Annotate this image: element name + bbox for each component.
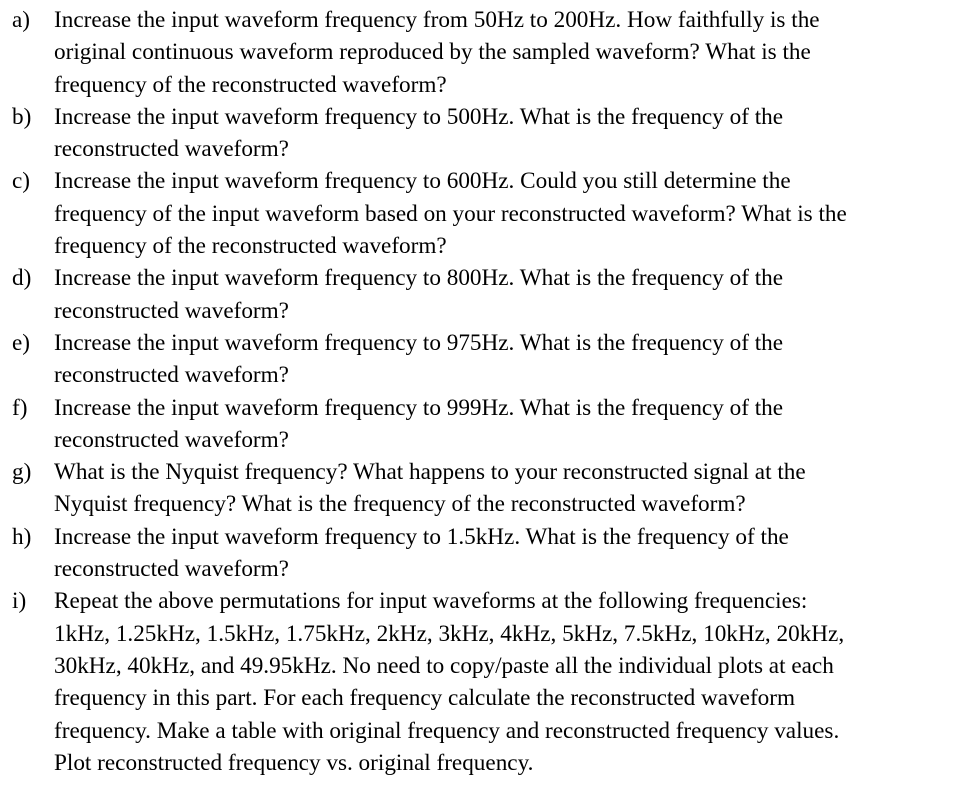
question-c [12,165,966,262]
question-e [12,327,966,392]
question-h [12,521,966,586]
question-marker: b) [12,103,32,130]
question-line: Increase the input waveform frequency to 1.5kHz. What is the frequency of the [54,523,789,550]
question-line: reconstructed waveform? [54,136,289,163]
question-f [12,392,966,457]
question-line: 1kHz, 1.25kHz, 1.5kHz, 1.75kHz, 2kHz, 3kHz, 4kHz, 5kHz, 7.5kHz, 10kHz, 20kHz, [54,620,845,647]
question-marker: h) [12,523,32,550]
question-d [12,262,966,327]
question-line: Increase the input waveform frequency to 975Hz. What is the frequency of the [54,329,784,356]
question-marker: c) [12,168,31,195]
question-text [54,101,954,166]
question-line: Repeat the above permutations for input waveforms at the following frequencies: [54,588,808,615]
question-b [12,101,966,166]
question-marker: g) [12,459,32,486]
question-g [12,456,966,521]
question-line: original continuous waveform reproduced by the sampled waveform? What is the [54,39,811,66]
question-text [54,392,954,457]
question-marker: d) [12,265,32,292]
question-i [12,585,966,779]
question-line: Nyquist frequency? What is the frequency of the reconstructed waveform? [54,491,746,518]
question-line: frequency of the reconstructed waveform? [54,71,447,98]
question-marker: e) [12,329,31,356]
question-line: 30kHz, 40kHz, and 49.95kHz. No need to copy/paste all the individual plots at each [54,652,834,679]
question-line: Increase the input waveform frequency to 500Hz. What is the frequency of the [54,103,784,130]
question-text [54,165,954,262]
question-line: reconstructed waveform? [54,556,289,583]
question-line: frequency. Make a table with original frequency and reconstructed frequency values. [54,717,840,744]
question-line: Increase the input waveform frequency from 50Hz to 200Hz. How faithfully is the [54,7,820,33]
question-line: frequency of the reconstructed waveform? [54,233,447,260]
question-marker: f) [12,394,28,421]
question-text [54,521,954,586]
question-text [54,456,954,521]
question-marker: a) [12,7,31,33]
question-line: Plot reconstructed frequency vs. original frequency. [54,749,534,776]
question-line: frequency of the input waveform based on your reconstructed waveform? What is the [54,200,847,227]
question-line: What is the Nyquist frequency? What happens to your reconstructed signal at the [54,459,806,486]
question-line: Increase the input waveform frequency to 999Hz. What is the frequency of the [54,394,784,421]
question-line: Increase the input waveform frequency to 800Hz. What is the frequency of the [54,265,784,292]
question-line: Increase the input waveform frequency to 600Hz. Could you still determine the [54,168,791,195]
question-marker: i) [12,588,27,615]
question-text [54,585,954,779]
question-line: frequency in this part. For each frequency calculate the reconstructed waveform [54,685,796,712]
question-text [54,262,954,327]
question-a [12,4,966,101]
question-text [54,327,954,392]
question-line: reconstructed waveform? [54,297,289,324]
question-line: reconstructed waveform? [54,426,289,453]
question-text [54,4,954,101]
question-line: reconstructed waveform? [54,362,289,389]
